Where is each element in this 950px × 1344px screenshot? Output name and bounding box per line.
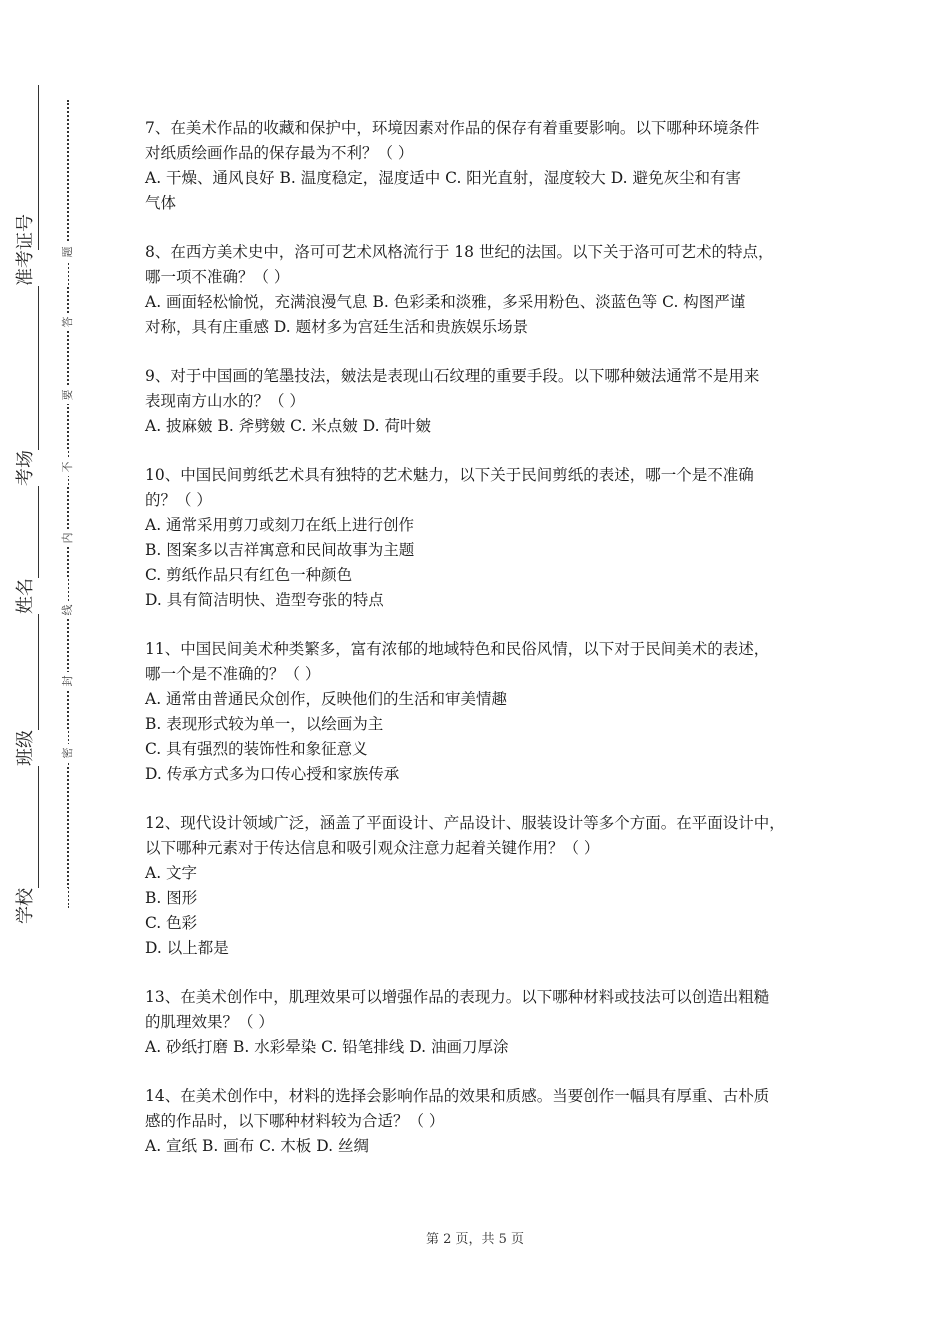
question-12: [145, 811, 815, 961]
seal-char: 内: [59, 529, 77, 547]
question-stem: 12、现代设计领域广泛，涵盖了平面设计、产品设计、服装设计等多个方面。在平面设计中，: [145, 814, 785, 832]
seal-char: 题: [59, 243, 77, 261]
binding-solid-line: [38, 85, 39, 915]
question-stem: 7、在美术作品的收藏和保护中，环境因素对作品的保存有着重要影响。以下哪种环境条件: [145, 119, 760, 137]
answer-options: A. 干燥、通风良好 B. 温度稳定，湿度适中 C. 阳光直射，湿度较大 D. 避免灰尘和有害: [145, 169, 741, 187]
question-stem: 9、对于中国画的笔墨技法，皴法是表现山石纹理的重要手段。以下哪种皴法通常不是用来: [145, 367, 760, 385]
question-stem: 的肌理效果？（ ）: [145, 1013, 274, 1031]
field-exam-room: 考场: [8, 450, 68, 486]
question-stem: 对纸质绘画作品的保存最为不利？（ ）: [145, 144, 414, 162]
answer-option: B. 图案多以吉祥寓意和民间故事为主题: [145, 541, 415, 559]
answer-options: 气体: [145, 194, 177, 212]
question-stem: 14、在美术创作中，材料的选择会影响作品的效果和质感。当要创作一幅具有厚重、古朴质: [145, 1087, 770, 1105]
field-exam-number: 准考证号: [8, 250, 68, 286]
field-school: 学校: [8, 888, 68, 924]
answer-option: B. 表现形式较为单一，以绘画为主: [145, 715, 384, 733]
seal-char: 线: [59, 601, 77, 619]
answer-options: A. 画面轻松愉悦，充满浪漫气息 B. 色彩柔和淡雅，多采用粉色、淡蓝色等 C. 构图严谨: [145, 293, 746, 311]
answer-options: A. 宣纸 B. 画布 C. 木板 D. 丝绸: [145, 1137, 369, 1155]
answer-option: C. 剪纸作品只有红色一种颜色: [145, 566, 353, 584]
answer-options: A. 砂纸打磨 B. 水彩晕染 C. 铅笔排线 D. 油画刀厚涂: [145, 1038, 509, 1056]
answer-options: 对称，具有庄重感 D. 题材多为宫廷生活和贵族娱乐场景: [145, 318, 529, 336]
seal-char: 要: [59, 386, 77, 404]
question-13: [145, 985, 815, 1060]
seal-char: 不: [59, 458, 77, 476]
answer-option: A. 通常由普通民众创作，反映他们的生活和审美情趣: [145, 690, 508, 708]
question-stem: 的？（ ）: [145, 491, 212, 509]
question-stem: 以下哪种元素对于传达信息和吸引观众注意力起着关键作用？（ ）: [145, 839, 600, 857]
question-stem: 10、中国民间剪纸艺术具有独特的艺术魅力，以下关于民间剪纸的表述，哪一个是不准确: [145, 466, 754, 484]
question-stem: 感的作品时，以下哪种材料较为合适？（ ）: [145, 1112, 445, 1130]
field-name: 姓名: [8, 578, 68, 614]
answer-option: C. 具有强烈的装饰性和象征意义: [145, 740, 368, 758]
answer-option: B. 图形: [145, 889, 198, 907]
question-11: [145, 637, 815, 787]
answer-option: D. 具有简洁明快、造型夸张的特点: [145, 591, 384, 609]
page-number: 第 2 页，共 5 页: [425, 1232, 525, 1247]
question-stem: 表现南方山水的？（ ）: [145, 392, 305, 410]
binding-dotted-line: [67, 100, 69, 908]
seal-char: 封: [59, 672, 77, 690]
seal-char: 密: [59, 744, 77, 762]
question-stem: 哪一个是不准确的？（ ）: [145, 665, 321, 683]
answer-options: A. 披麻皴 B. 斧劈皴 C. 米点皴 D. 荷叶皴: [145, 417, 431, 435]
question-stem: 11、中国民间美术种类繁多，富有浓郁的地域特色和民俗风情，以下对于民间美术的表述，: [145, 640, 770, 658]
field-class: 班级: [8, 730, 68, 766]
answer-option: C. 色彩: [145, 914, 198, 932]
answer-option: D. 传承方式多为口传心授和家族传承: [145, 765, 400, 783]
question-10: [145, 463, 815, 613]
question-stem: 13、在美术创作中，肌理效果可以增强作品的表现力。以下哪种材料或技法可以创造出粗糙: [145, 988, 770, 1006]
answer-option: A. 文字: [145, 864, 198, 882]
question-7: [145, 116, 815, 216]
seal-char: 答: [59, 313, 77, 331]
question-list: [145, 116, 815, 1183]
question-stem: 哪一项不准确？（ ）: [145, 268, 290, 286]
question-8: [145, 240, 815, 340]
question-stem: 8、在西方美术史中，洛可可艺术风格流行于 18 世纪的法国。以下关于洛可可艺术的特点，: [145, 243, 774, 261]
answer-option: D. 以上都是: [145, 939, 229, 957]
question-14: [145, 1084, 815, 1159]
answer-option: A. 通常采用剪刀或刻刀在纸上进行创作: [145, 516, 415, 534]
question-9: [145, 364, 815, 439]
